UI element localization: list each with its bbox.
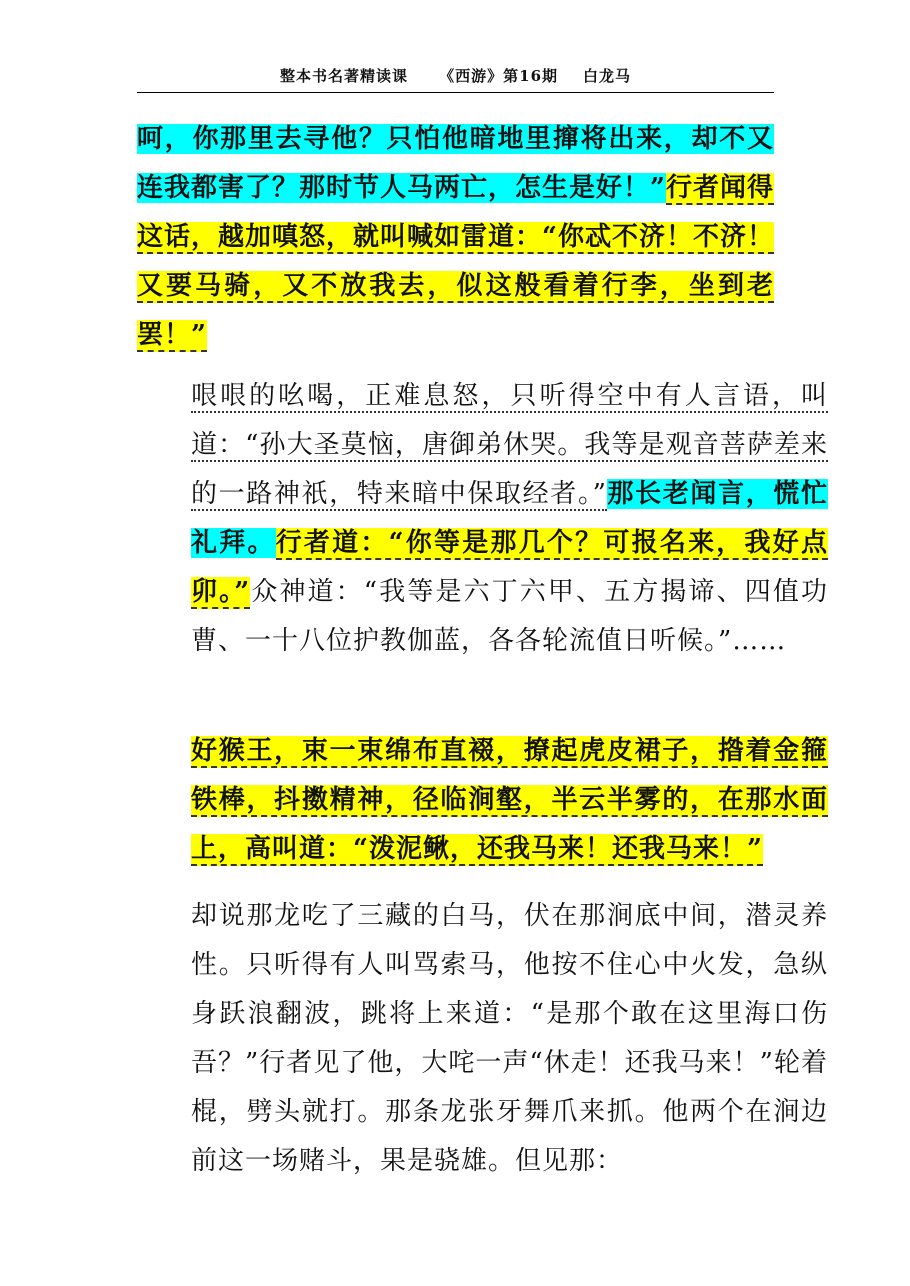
plain-text-2: 却说那龙吃了三藏的白马，伏在那涧底中间，潜灵养性。只听得有人叫骂索马，他按不住心中火发，急纵身跃浪翻波，跳将上来道：“是那个敢在这里海口伤吾？”行者见了他，大咤一声“休走！还我马来！”轮着棍，劈头就打。那条龙张牙舞爪来抓。他两个在涧边前这一场赌斗，果是骁雄。但见那： [191, 901, 828, 1176]
paragraph-2 [137, 372, 828, 666]
header-topic: 白龙马 [582, 67, 631, 85]
highlight-cyan-2: 那长老闻言，慌忙礼拜。 [191, 479, 828, 558]
paragraph-1 [137, 115, 774, 360]
paragraph-3 [137, 727, 828, 874]
highlight-yellow-3: 好猴王，束一束绵布直裰，撩起虎皮裙子，揝着金箍铁棒，抖擞精神，径临涧壑，半云半雾的，在那水面上，高叫道：“泼泥鳅，还我马来！还我马来！” [191, 736, 828, 864]
highlight-yellow-1: 行者闻得这话，越加嗔怒，就叫喊如雷道：“你忒不济！不济！又要马骑，又不放我去，似这般看着行李，坐到老罢！” [137, 173, 774, 350]
plain-text-1: 众神道：“我等是六丁六甲、五方揭谛、四值功曹、一十八位护教伽蓝，各各轮流值日听候。”…… [191, 577, 828, 656]
highlight-yellow-2: 行者道：“你等是那几个？可报名来，我好点卯。” [191, 528, 828, 607]
highlight-cyan-1: 呵，你那里去寻他？只怕他暗地里撺将出来，却不又连我都害了？那时节人马两亡，怎生是好！” [137, 124, 774, 203]
header-course: 整本书名著精读课 [280, 67, 409, 85]
header-issue: 《西游》第16期 [439, 67, 559, 85]
dotted-underline-1: 哏哏的吆喝，正难息怒，只听得空中有人言语，叫道：“孙大圣莫恼，唐御弟休哭。我等是观音菩萨差来的一路神祇，特来暗中保取经者。” [191, 381, 828, 509]
page-header [137, 64, 774, 93]
paragraph-4 [137, 892, 828, 1186]
